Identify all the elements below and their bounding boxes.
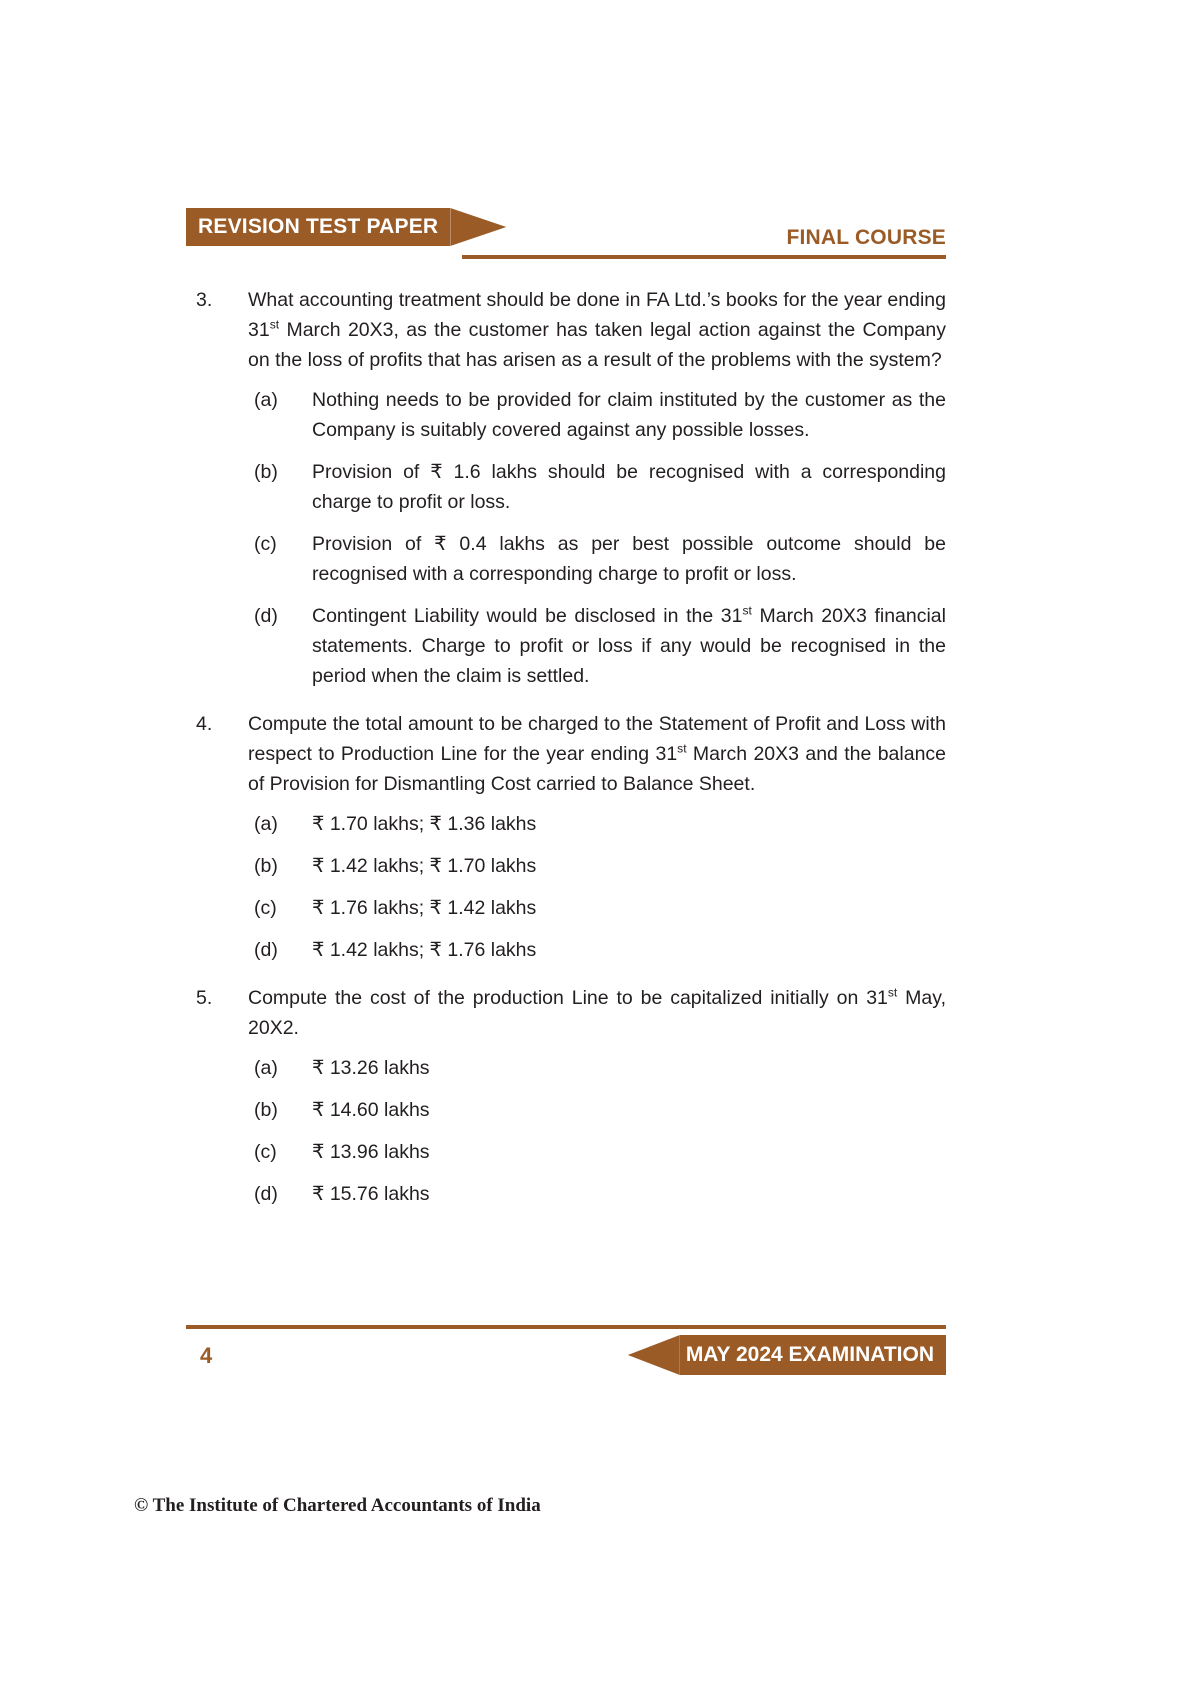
option-item[interactable] bbox=[186, 851, 946, 881]
option-label: (c) bbox=[254, 533, 277, 555]
question-text bbox=[248, 709, 946, 799]
option-text: ₹ 13.26 lakhs bbox=[312, 1057, 430, 1079]
option-item[interactable] bbox=[186, 935, 946, 965]
option-text-part1: Contingent Liability would be disclosed in the 31 bbox=[312, 605, 743, 627]
option-label: (a) bbox=[254, 1057, 278, 1079]
page-footer bbox=[186, 1325, 946, 1385]
option-label: (a) bbox=[254, 389, 278, 411]
option-label: (c) bbox=[254, 1141, 277, 1163]
question-list bbox=[186, 285, 946, 1221]
option-text: Provision of ₹ 0.4 lakhs as per best possible outcome should be recognised with a corresponding charge to profit or loss. bbox=[312, 533, 946, 585]
footer-exam-label: MAY 2024 EXAMINATION bbox=[680, 1335, 946, 1375]
option-text: ₹ 14.60 lakhs bbox=[312, 1099, 430, 1121]
question-text-part1: Compute the cost of the production Line to be capitalized initially on 31 bbox=[248, 987, 888, 1009]
question-number: 3. bbox=[196, 289, 213, 311]
ordinal-suffix: st bbox=[269, 317, 280, 332]
question-text bbox=[248, 285, 946, 375]
option-text: ₹ 1.42 lakhs; ₹ 1.76 lakhs bbox=[312, 939, 537, 961]
option-list bbox=[186, 385, 946, 691]
question-item bbox=[186, 285, 946, 691]
question-number: 4. bbox=[196, 713, 213, 735]
option-text: ₹ 1.42 lakhs; ₹ 1.70 lakhs bbox=[312, 855, 537, 877]
header-course-title: FINAL COURSE bbox=[786, 226, 946, 249]
footer-exam-banner bbox=[628, 1335, 946, 1375]
question-text-part1: What accounting treatment should be done in FA Ltd.’s books for the year ending 31 bbox=[248, 289, 946, 341]
arrow-left-icon bbox=[628, 1335, 680, 1375]
page-number: 4 bbox=[200, 1343, 213, 1368]
arrow-right-icon bbox=[450, 208, 506, 246]
option-item[interactable] bbox=[186, 1137, 946, 1167]
option-item[interactable] bbox=[186, 601, 946, 691]
question-text-part1: Compute the total amount to be charged to the Statement of Profit and Loss with respect to Production Line for the year ending 31 bbox=[248, 713, 946, 765]
ordinal-suffix: st bbox=[677, 741, 687, 756]
question-text-part2: March 20X3 and the balance of Provision for Dismantling Cost carried to Balance Sheet. bbox=[248, 743, 947, 795]
option-label: (d) bbox=[254, 1183, 278, 1205]
option-text: ₹ 1.76 lakhs; ₹ 1.42 lakhs bbox=[312, 897, 537, 919]
option-text: ₹ 13.96 lakhs bbox=[312, 1141, 430, 1163]
option-list bbox=[186, 1053, 946, 1209]
option-label: (b) bbox=[254, 1099, 278, 1121]
question-text bbox=[248, 983, 946, 1043]
option-item[interactable] bbox=[186, 1095, 946, 1125]
question-item bbox=[186, 983, 946, 1209]
option-label: (d) bbox=[254, 605, 278, 627]
option-text bbox=[312, 601, 946, 691]
ordinal-suffix: st bbox=[887, 985, 898, 1000]
option-item[interactable] bbox=[186, 385, 946, 445]
option-item[interactable] bbox=[186, 1179, 946, 1209]
header-divider bbox=[462, 255, 946, 259]
option-label: (a) bbox=[254, 813, 278, 835]
option-text-part2: March 20X3 financial statements. Charge to profit or loss if any would be recognised in the period when the claim is settled. bbox=[312, 605, 946, 687]
question-text-part2: May, 20X2. bbox=[248, 987, 946, 1039]
option-label: (b) bbox=[254, 855, 278, 877]
footer-divider bbox=[186, 1325, 946, 1329]
header-left-label: REVISION TEST PAPER bbox=[186, 208, 450, 246]
option-label: (b) bbox=[254, 461, 278, 483]
ordinal-suffix: st bbox=[742, 603, 752, 618]
option-label: (d) bbox=[254, 939, 278, 961]
option-text: Provision of ₹ 1.6 lakhs should be recognised with a corresponding charge to profit or loss. bbox=[312, 461, 946, 513]
option-text: Nothing needs to be provided for claim instituted by the customer as the Company is suitably covered against any possible losses. bbox=[312, 389, 946, 441]
question-item bbox=[186, 709, 946, 965]
question-number: 5. bbox=[196, 987, 213, 1009]
copyright-notice: © The Institute of Chartered Accountants of India bbox=[134, 1495, 541, 1516]
option-item[interactable] bbox=[186, 893, 946, 923]
option-text: ₹ 15.76 lakhs bbox=[312, 1183, 430, 1205]
option-list bbox=[186, 809, 946, 965]
option-item[interactable] bbox=[186, 457, 946, 517]
option-text: ₹ 1.70 lakhs; ₹ 1.36 lakhs bbox=[312, 813, 537, 835]
option-item[interactable] bbox=[186, 809, 946, 839]
page-header bbox=[186, 208, 946, 256]
header-left-banner bbox=[186, 208, 506, 246]
option-item[interactable] bbox=[186, 1053, 946, 1083]
option-label: (c) bbox=[254, 897, 277, 919]
question-text-part2: March 20X3, as the customer has taken legal action against the Company on the loss of profits that has arisen as a result of the problems with the system? bbox=[248, 319, 946, 371]
option-item[interactable] bbox=[186, 529, 946, 589]
